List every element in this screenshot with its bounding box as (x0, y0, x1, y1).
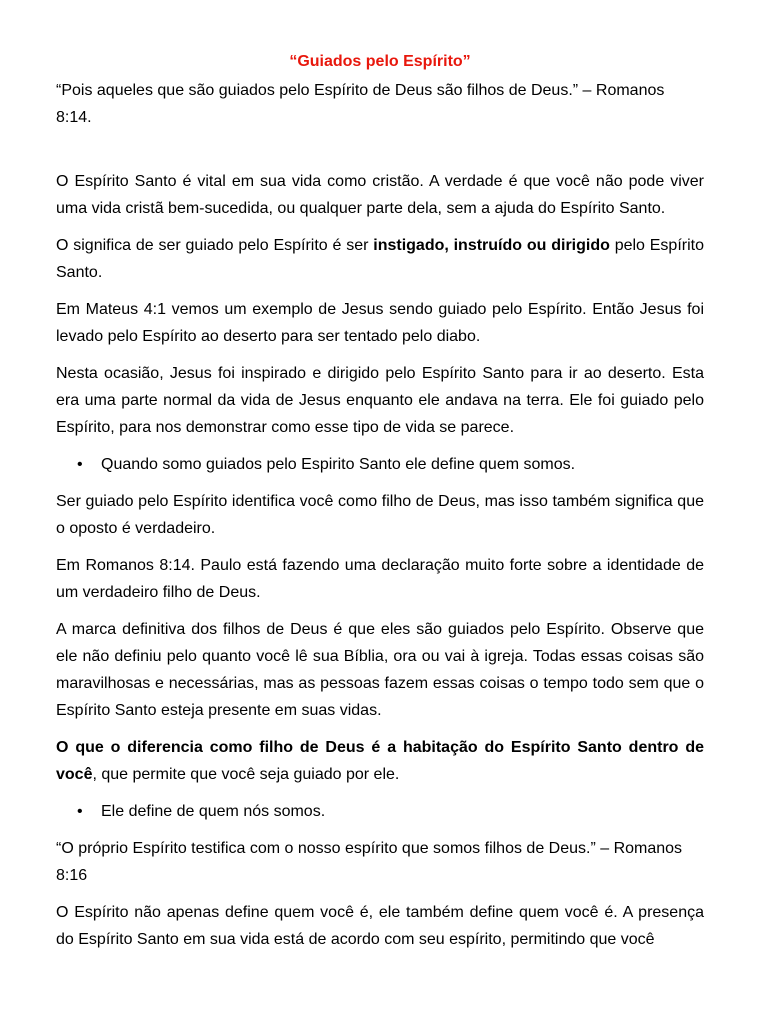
verse-romans-8-16: “O próprio Espírito testifica com o nosso espírito que somos filhos de Deus.” – Romanos 8:16 (56, 840, 683, 884)
bullet-item-2: • Ele define de quem nós somos. (56, 798, 704, 825)
paragraph-2-text-after: pelo Espírito Santo. (56, 237, 705, 281)
paragraph-8-text-after: , que permite que você seja guiado por ele. (92, 766, 400, 783)
paragraph-5: Ser guiado pelo Espírito identifica você como filho de Deus, mas isso também significa que o oposto é verdadeiro. (56, 493, 704, 537)
bullet-list-1 (56, 451, 704, 478)
paragraph-6: Em Romanos 8:14. Paulo está fazendo uma declaração muito forte sobre a identidade de um verdadeiro filho de Deus. (56, 557, 704, 601)
paragraph-1: O Espírito Santo é vital em sua vida como cristão. A verdade é que você não pode viver uma vida cristã bem-sucedida, ou qualquer parte dela, sem a ajuda do Espírito Santo. (56, 173, 704, 217)
bullet-list-2 (56, 798, 704, 825)
document-page (56, 48, 704, 963)
bullet-item-1: • Quando somo guiados pelo Espirito Santo ele define quem somos. (56, 451, 704, 478)
paragraph-9: O Espírito não apenas define quem você é, ele também define quem você é. A presença do Espírito Santo em sua vida está de acordo com seu espírito, permitindo que você (56, 904, 704, 948)
paragraph-3: Em Mateus 4:1 vemos um exemplo de Jesus sendo guiado pelo Espírito. Então Jesus foi levado pelo Espírito ao deserto para ser tentado pelo diabo. (56, 301, 704, 345)
verse-romans-8-14: “Pois aqueles que são guiados pelo Espírito de Deus são filhos de Deus.” – Romanos 8:14. (56, 82, 665, 126)
paragraph-2-text-before: O significa de ser guiado pelo Espírito é ser (56, 237, 374, 254)
document-title: “Guiados pelo Espírito” (289, 53, 471, 70)
paragraph-4: Nesta ocasião, Jesus foi inspirado e dirigido pelo Espírito Santo para ir ao deserto. Esta era uma parte normal da vida de Jesus enquanto ele andava na terra. Ele foi guiado pelo Espírito, para nos demonstrar como esse tipo de vida se parece. (56, 365, 704, 436)
paragraph-2 (56, 232, 704, 286)
paragraph-8 (56, 734, 704, 788)
paragraph-2-bold-text: instigado, instruído ou dirigido (373, 237, 610, 254)
paragraph-8-bold-text: O que o diferencia como filho de Deus é a habitação do Espírito Santo dentro de você (56, 739, 704, 783)
paragraph-7: A marca definitiva dos filhos de Deus é que eles são guiados pelo Espírito. Observe que ele não definiu pelo quanto você lê sua Bíblia, ora ou vai à igreja. Todas essas coisas são maravilhosas e necessárias, mas as pessoas fazem essas coisas o tempo todo sem que o Espírito Santo esteja presente em suas vidas. (56, 621, 704, 719)
